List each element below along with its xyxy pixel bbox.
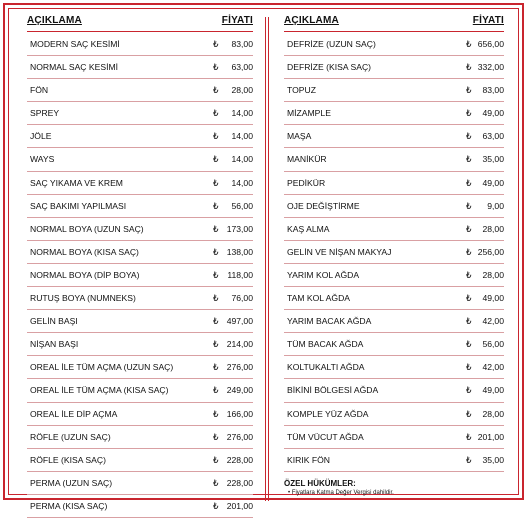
price-row xyxy=(27,241,253,264)
service-name: NORMAL BOYA (UZUN SAÇ) xyxy=(30,223,144,234)
service-name: RÖFLE (KISA SAÇ) xyxy=(30,454,106,465)
service-price: 35,00 xyxy=(482,454,504,465)
service-name: TÜM BACAK AĞDA xyxy=(287,339,364,350)
price-row xyxy=(27,356,253,379)
lira-icon: ₺ xyxy=(213,85,219,96)
lira-icon: ₺ xyxy=(466,177,472,188)
service-price: 35,00 xyxy=(482,154,504,165)
service-name: TOPUZ xyxy=(287,85,316,96)
service-name: TAM KOL AĞDA xyxy=(287,293,351,304)
service-name: GELİN BAŞI xyxy=(30,316,78,327)
service-name: BİKİNİ BÖLGESİ AĞDA xyxy=(287,385,379,396)
lira-icon: ₺ xyxy=(213,269,219,280)
lira-icon: ₺ xyxy=(466,200,472,211)
lira-icon: ₺ xyxy=(466,454,472,465)
lira-icon: ₺ xyxy=(466,316,472,327)
left-rows xyxy=(27,33,253,518)
service-name: MAŞA xyxy=(287,131,312,142)
price-row xyxy=(284,195,504,218)
service-price: 276,00 xyxy=(226,362,253,373)
lira-icon: ₺ xyxy=(466,385,472,396)
service-price: 42,00 xyxy=(482,316,504,327)
lira-icon: ₺ xyxy=(466,131,472,142)
special-provisions xyxy=(284,479,504,496)
price-row xyxy=(27,310,253,333)
price-row xyxy=(284,102,504,125)
service-price: 118,00 xyxy=(227,269,253,280)
service-name: NORMAL BOYA (KISA SAÇ) xyxy=(30,246,139,257)
price-row xyxy=(27,79,253,102)
lira-icon: ₺ xyxy=(213,431,219,442)
lira-icon: ₺ xyxy=(466,85,472,96)
price-row xyxy=(27,195,253,218)
service-name: SAÇ YIKAMA VE KREM xyxy=(30,177,123,188)
service-price: 28,00 xyxy=(482,408,504,419)
lira-icon: ₺ xyxy=(213,362,219,373)
service-name: OREAL İLE TÜM AÇMA (UZUN SAÇ) xyxy=(30,362,174,373)
service-price: 214,00 xyxy=(226,339,253,350)
service-price: 49,00 xyxy=(482,385,504,396)
service-name: NİŞAN BAŞI xyxy=(30,339,79,350)
left-header xyxy=(27,15,253,32)
price-row xyxy=(284,449,504,472)
service-price: 42,00 xyxy=(482,362,504,373)
price-row xyxy=(284,333,504,356)
service-name: MANİKÜR xyxy=(287,154,327,165)
lira-icon: ₺ xyxy=(213,246,219,257)
price-row xyxy=(27,379,253,402)
service-price: 63,00 xyxy=(231,62,253,73)
price-row xyxy=(284,79,504,102)
lira-icon: ₺ xyxy=(466,431,472,442)
service-price: 9,00 xyxy=(487,200,504,211)
lira-icon: ₺ xyxy=(213,108,219,119)
lira-icon: ₺ xyxy=(466,339,472,350)
service-price: 201,00 xyxy=(477,431,504,442)
service-name: PERMA (KISA SAÇ) xyxy=(30,500,108,511)
lira-icon: ₺ xyxy=(213,177,219,188)
price-row xyxy=(284,33,504,56)
service-price: 83,00 xyxy=(231,39,253,49)
service-name: NORMAL SAÇ KESİMİ xyxy=(30,62,119,73)
price-row xyxy=(27,333,253,356)
lira-icon: ₺ xyxy=(466,223,472,234)
service-price: 49,00 xyxy=(482,108,504,119)
service-name: MODERN SAÇ KESİMİ xyxy=(30,39,120,49)
price-row xyxy=(27,264,253,287)
service-name: OREAL İLE DİP AÇMA xyxy=(30,408,118,419)
right-rows xyxy=(284,33,504,472)
service-price: 28,00 xyxy=(482,269,504,280)
price-row xyxy=(284,125,504,148)
service-price: 249,00 xyxy=(226,385,253,396)
price-row xyxy=(284,172,504,195)
service-name: KIRIK FÖN xyxy=(287,454,330,465)
price-row xyxy=(284,426,504,449)
service-price: 14,00 xyxy=(231,177,253,188)
service-price: 83,00 xyxy=(482,85,504,96)
lira-icon: ₺ xyxy=(213,339,219,350)
service-price: 63,00 xyxy=(482,131,504,142)
service-price: 76,00 xyxy=(231,293,253,304)
price-row xyxy=(27,125,253,148)
price-header: FİYATI xyxy=(221,15,253,26)
service-price: 201,00 xyxy=(226,500,253,511)
lira-icon: ₺ xyxy=(466,408,472,419)
service-price: 497,00 xyxy=(226,316,253,327)
service-name: JÖLE xyxy=(30,131,52,142)
service-name: DEFRİZE (UZUN SAÇ) xyxy=(287,39,376,49)
price-row xyxy=(284,148,504,171)
service-name: GELİN VE NİŞAN MAKYAJ xyxy=(287,246,392,257)
service-name: SAÇ BAKIMI YAPILMASI xyxy=(30,200,127,211)
lira-icon: ₺ xyxy=(466,246,472,257)
lira-icon: ₺ xyxy=(466,154,472,165)
service-name: YARIM BACAK AĞDA xyxy=(287,316,372,327)
lira-icon: ₺ xyxy=(213,131,219,142)
service-name: WAYS xyxy=(30,154,55,165)
service-name: OREAL İLE TÜM AÇMA (KISA SAÇ) xyxy=(30,385,169,396)
service-price: 228,00 xyxy=(226,477,253,488)
service-price: 173,00 xyxy=(226,223,253,234)
price-row xyxy=(27,426,253,449)
service-name: TÜM VÜCUT AĞDA xyxy=(287,431,364,442)
price-row xyxy=(284,241,504,264)
service-price: 656,00 xyxy=(477,39,504,49)
service-price: 228,00 xyxy=(226,454,253,465)
price-header: FİYATI xyxy=(472,15,504,26)
notes-title: ÖZEL HÜKÜMLER: xyxy=(284,479,356,488)
lira-icon: ₺ xyxy=(213,316,219,327)
lira-icon: ₺ xyxy=(466,39,472,49)
lira-icon: ₺ xyxy=(466,362,472,373)
price-row xyxy=(27,495,253,518)
service-name: RÖFLE (UZUN SAÇ) xyxy=(30,431,111,442)
price-row xyxy=(27,403,253,426)
service-name: PERMA (UZUN SAÇ) xyxy=(30,477,113,488)
price-row xyxy=(284,310,504,333)
price-row xyxy=(284,264,504,287)
price-row xyxy=(284,403,504,426)
price-row xyxy=(284,287,504,310)
price-row xyxy=(284,218,504,241)
service-price: 166,00 xyxy=(226,408,253,419)
price-row xyxy=(27,218,253,241)
service-price: 49,00 xyxy=(482,177,504,188)
price-list-frame xyxy=(3,3,524,511)
price-row xyxy=(27,287,253,310)
right-header xyxy=(284,15,504,32)
service-price: 276,00 xyxy=(226,431,253,442)
column-divider xyxy=(265,17,266,501)
price-row xyxy=(27,449,253,472)
price-row xyxy=(284,379,504,402)
service-name: NORMAL BOYA (DİP BOYA) xyxy=(30,269,140,280)
service-price: 332,00 xyxy=(477,62,504,73)
service-price: 56,00 xyxy=(231,200,253,211)
lira-icon: ₺ xyxy=(213,477,219,488)
service-name: YARIM KOL AĞDA xyxy=(287,269,360,280)
price-row xyxy=(27,33,253,56)
service-name: OJE DEĞİŞTİRME xyxy=(287,200,360,211)
price-row xyxy=(284,56,504,79)
service-price: 14,00 xyxy=(231,108,253,119)
notes-item-text: Fiyatlara Katma Değer Vergisi dahildir. xyxy=(291,490,394,496)
column-divider xyxy=(268,17,269,501)
price-row xyxy=(27,472,253,495)
price-row xyxy=(27,172,253,195)
lira-icon: ₺ xyxy=(466,62,472,73)
lira-icon: ₺ xyxy=(213,385,219,396)
price-row xyxy=(284,356,504,379)
service-name: RUTUŞ BOYA (NUMNEKS) xyxy=(30,293,136,304)
price-row xyxy=(27,56,253,79)
service-name: FÖN xyxy=(30,85,49,96)
lira-icon: ₺ xyxy=(213,154,219,165)
service-name: SPREY xyxy=(30,108,60,119)
service-price: 49,00 xyxy=(482,293,504,304)
notes-item: • Fiyatlara Katma Değer Vergisi dahildir. xyxy=(288,490,394,496)
service-price: 28,00 xyxy=(482,223,504,234)
service-name: DEFRİZE (KISA SAÇ) xyxy=(287,62,372,73)
lira-icon: ₺ xyxy=(213,408,219,419)
service-price: 28,00 xyxy=(231,85,253,96)
lira-icon: ₺ xyxy=(213,454,219,465)
service-name: PEDİKÜR xyxy=(287,177,326,188)
price-row xyxy=(27,148,253,171)
lira-icon: ₺ xyxy=(213,39,219,49)
service-price: 138,00 xyxy=(226,246,253,257)
service-price: 14,00 xyxy=(231,131,253,142)
service-name: KOLTUKALTI AĞDA xyxy=(287,362,365,373)
service-name: KAŞ ALMA xyxy=(287,223,330,234)
lira-icon: ₺ xyxy=(466,269,472,280)
lira-icon: ₺ xyxy=(466,108,472,119)
lira-icon: ₺ xyxy=(213,62,219,73)
service-name: MİZAMPLE xyxy=(287,108,331,119)
lira-icon: ₺ xyxy=(213,293,219,304)
lira-icon: ₺ xyxy=(213,500,219,511)
service-price: 56,00 xyxy=(482,339,504,350)
service-name: KOMPLE YÜZ AĞDA xyxy=(287,408,369,419)
lira-icon: ₺ xyxy=(213,223,219,234)
description-header: AÇIKLAMA xyxy=(284,15,339,26)
lira-icon: ₺ xyxy=(466,293,472,304)
lira-icon: ₺ xyxy=(213,200,219,211)
description-header: AÇIKLAMA xyxy=(27,15,82,26)
price-row xyxy=(27,102,253,125)
service-price: 14,00 xyxy=(231,154,253,165)
service-price: 256,00 xyxy=(477,246,504,257)
